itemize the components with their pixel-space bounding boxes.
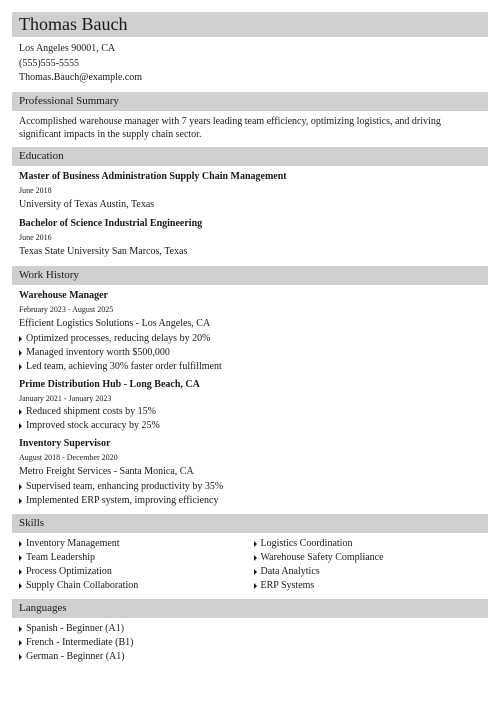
job-bullets	[19, 480, 488, 508]
degree-title: Bachelor of Science Industrial Engineering	[19, 217, 203, 229]
summary-heading: Professional Summary	[12, 92, 488, 111]
education-item	[19, 217, 488, 260]
email[interactable]: Thomas.Bauch@example.com	[19, 72, 143, 83]
work-heading: Work History	[12, 266, 488, 285]
job-dates: August 2018 - December 2020	[19, 452, 118, 462]
list-item: Supply Chain Collaboration	[19, 579, 254, 593]
bullet-arrow-icon	[19, 541, 22, 547]
bullet-arrow-icon	[19, 654, 22, 660]
list-item: Warehouse Safety Compliance	[254, 551, 489, 565]
school-name: Texas State University San Marcos, Texas	[19, 245, 188, 257]
list-item: ERP Systems	[254, 579, 489, 593]
list-item: Reduced shipment costs by 15%	[19, 405, 488, 419]
education-item	[19, 170, 488, 213]
list-item: Data Analytics	[254, 565, 489, 579]
bullet-arrow-icon	[19, 498, 22, 504]
bullet-arrow-icon	[19, 569, 22, 575]
list-item: French - Intermediate (B1)	[19, 636, 488, 650]
address: Los Angeles 90001, CA	[19, 43, 116, 54]
skills-column-left	[19, 537, 254, 593]
job-bullets	[19, 405, 488, 433]
bullet-arrow-icon	[254, 541, 257, 547]
languages-list	[19, 622, 488, 664]
job-entry	[19, 289, 488, 374]
bullet-arrow-icon	[19, 364, 22, 370]
job-dates: February 2023 - August 2025	[19, 304, 114, 314]
bullet-arrow-icon	[19, 336, 22, 342]
list-item: Optimized processes, reducing delays by 20%	[19, 332, 488, 346]
job-entry	[19, 378, 488, 433]
list-item: Team Leadership	[19, 551, 254, 565]
bullet-arrow-icon	[19, 409, 22, 415]
job-title: Warehouse Manager	[19, 289, 108, 301]
phone: (555)555-5555	[19, 57, 79, 69]
bullet-arrow-icon	[19, 626, 22, 632]
list-item: Managed inventory worth $500,000	[19, 346, 488, 360]
list-item: Implemented ERP system, improving efficiency	[19, 494, 488, 508]
degree-date: June 2016	[19, 232, 52, 242]
school-name: University of Texas Austin, Texas	[19, 198, 155, 210]
education-list	[12, 170, 488, 260]
skills-list	[19, 537, 488, 593]
skills-column-right	[254, 537, 489, 593]
degree-date: June 2018	[19, 185, 52, 195]
job-company: Efficient Logistics Solutions - Los Angeles, CA	[19, 317, 211, 329]
list-item: Supervised team, enhancing productivity by 35%	[19, 480, 488, 494]
list-item: Logistics Coordination	[254, 537, 489, 551]
candidate-name: Thomas Bauch	[12, 12, 488, 37]
bullet-arrow-icon	[19, 583, 22, 589]
contact-info	[12, 42, 488, 86]
bullet-arrow-icon	[254, 569, 257, 575]
list-item: Spanish - Beginner (A1)	[19, 622, 488, 636]
list-item: Inventory Management	[19, 537, 254, 551]
list-item: German - Beginner (A1)	[19, 650, 488, 664]
bullet-arrow-icon	[19, 555, 22, 561]
bullet-arrow-icon	[19, 423, 22, 429]
job-entry	[19, 437, 488, 508]
languages-heading: Languages	[12, 599, 488, 618]
list-item: Process Optimization	[19, 565, 254, 579]
bullet-arrow-icon	[19, 640, 22, 646]
job-bullets	[19, 332, 488, 374]
list-item: Led team, achieving 30% faster order fulfillment	[19, 360, 488, 374]
work-list	[12, 289, 488, 508]
skills-heading: Skills	[12, 514, 488, 533]
job-dates: January 2021 - January 2023	[19, 393, 112, 403]
job-title: Prime Distribution Hub - Long Beach, CA	[19, 378, 200, 390]
bullet-arrow-icon	[19, 484, 22, 490]
bullet-arrow-icon	[19, 350, 22, 356]
job-title: Inventory Supervisor	[19, 437, 111, 449]
summary-text: Accomplished warehouse manager with 7 years leading team efficiency, optimizing logistics, and driving significant impacts in the supply chain sector.	[19, 115, 441, 140]
education-heading: Education	[12, 147, 488, 166]
list-item: Improved stock accuracy by 25%	[19, 419, 488, 433]
bullet-arrow-icon	[254, 583, 257, 589]
degree-title: Master of Business Administration Supply Chain Management	[19, 170, 287, 182]
bullet-arrow-icon	[254, 555, 257, 561]
job-company: Metro Freight Services - Santa Monica, CA	[19, 465, 194, 477]
